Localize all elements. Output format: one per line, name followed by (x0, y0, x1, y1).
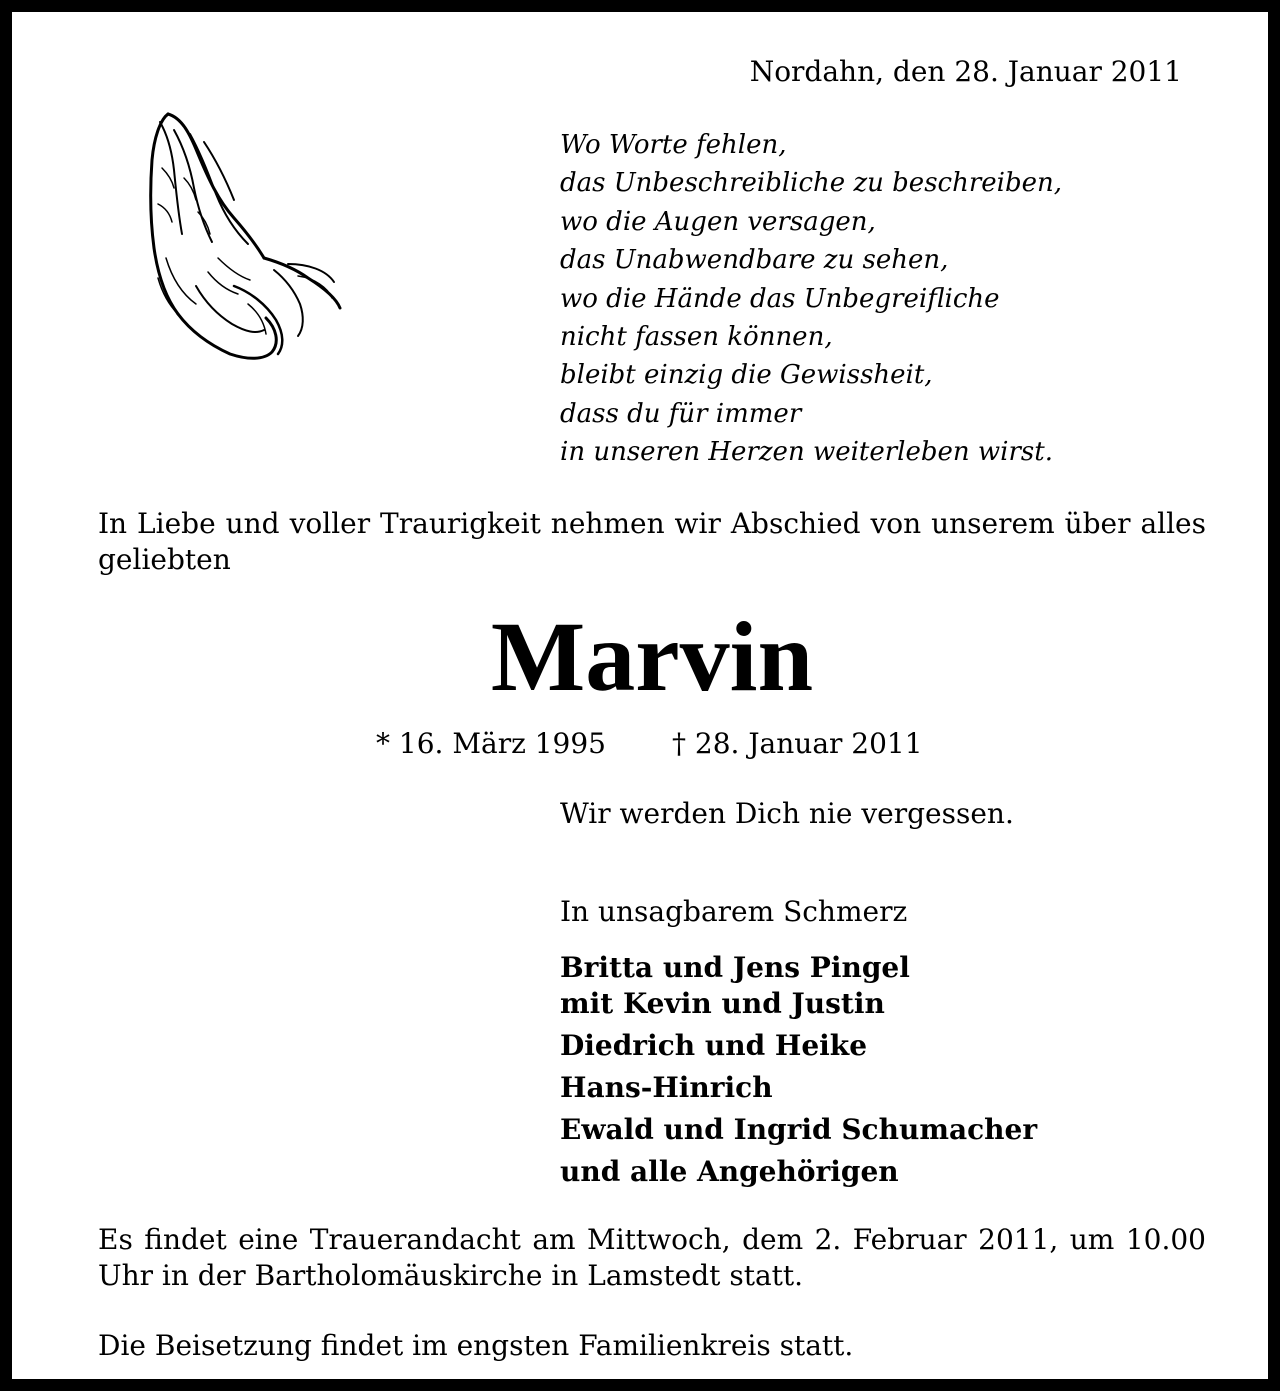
remembrance-text: Wir werden Dich nie vergessen. (560, 797, 1014, 830)
death-date: † 28. Januar 2011 (672, 727, 923, 760)
poem-line: das Unbeschreibliche zu beschreiben, (560, 168, 1063, 199)
poem-line: nicht fassen können, (560, 322, 833, 353)
mourner-name: Ewald und Ingrid Schumacher (560, 1113, 1038, 1146)
mourners-lead: In unsagbarem Schmerz (560, 895, 908, 928)
praying-hands-icon (138, 108, 346, 364)
poem-line: Wo Worte fehlen, (560, 130, 787, 160)
poem-line: wo die Hände das Unbegreifliche (560, 283, 1000, 314)
poem-line: wo die Augen versagen, (560, 206, 876, 237)
poem (560, 126, 1062, 472)
poem-line: dass du für immer (560, 398, 802, 429)
mourner-name: Diedrich und Heike (560, 1029, 868, 1062)
intro-text: In Liebe und voller Traurigkeit nehmen wir Abschied von unserem über alles geliebten (98, 507, 1206, 576)
birth-date: * 16. März 1995 (376, 727, 606, 760)
mourners-list (560, 950, 1037, 1190)
poem-line: das Unabwendbare zu sehen, (560, 245, 949, 276)
poem-line: bleibt einzig die Gewissheit, (560, 360, 933, 391)
poem-line: in unseren Herzen weiterleben wirst. (560, 437, 1053, 468)
mourner-name: mit Kevin und Justin (560, 987, 885, 1020)
mourner-name: und alle Angehörigen (560, 1155, 899, 1188)
mourner-name: Hans-Hinrich (560, 1071, 773, 1104)
service-text: Es findet eine Trauerandacht am Mittwoch, dem 2. Februar 2011, um 10.00 Uhr in der Bartholomäuskirche in Lamstedt statt. (98, 1223, 1206, 1292)
mourner-name: Britta und Jens Pingel (560, 951, 910, 984)
burial-text: Die Beisetzung findet im engsten Familienkreis statt. (98, 1329, 854, 1362)
place-date: Nordahn, den 28. Januar 2011 (749, 55, 1182, 88)
deceased-name: Marvin (490, 601, 814, 712)
